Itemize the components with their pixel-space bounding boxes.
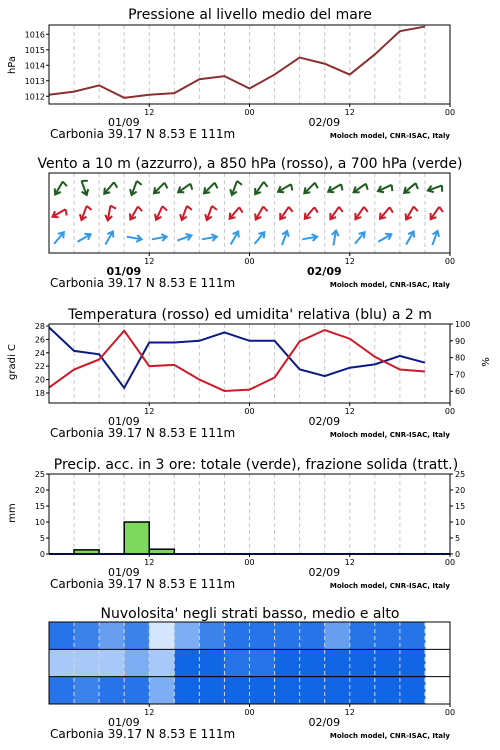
location-label: Carbonia 39.17 N 8.53 E 111m: [50, 727, 236, 741]
wind-barb-feather: [187, 206, 192, 210]
wind-barb-feather: [239, 207, 242, 212]
cloud-cell: [99, 622, 125, 649]
model-credit: Moloch model, CNR-ISAC, Italy: [329, 732, 450, 740]
wind-barb-feather: [289, 207, 293, 212]
pressure-ylabel: hPa: [7, 55, 18, 75]
y-tick-label: 24: [34, 348, 45, 358]
wind-barb: [204, 183, 217, 194]
y-tick-label: 15: [34, 502, 45, 511]
precip-bar: [124, 522, 149, 554]
wind-barb: [404, 183, 418, 193]
temperature-ylabel: gradi C: [7, 344, 18, 380]
wind-barb: [332, 231, 339, 246]
wind-barb: [355, 232, 365, 243]
wind-barb: [230, 207, 243, 218]
cloud-cell: [74, 677, 100, 704]
wind-barb: [54, 232, 64, 243]
temperature-line: [49, 330, 425, 391]
wind-barb-feather: [237, 181, 242, 185]
cloud-cell: [300, 649, 326, 676]
x-tick-label: 12: [144, 708, 155, 717]
wind-barb: [155, 206, 167, 220]
wind-barb: [230, 181, 242, 195]
y-tick-label: 1016: [24, 30, 45, 40]
wind-barb-feather: [110, 206, 116, 209]
pressure-title: Pressione al livello medio del mare: [128, 7, 372, 23]
cloud-cell: [400, 677, 426, 704]
wind-barb: [432, 231, 439, 245]
cloud-cell: [224, 622, 250, 649]
y-tick-label: 10: [455, 518, 466, 527]
x-tick-label: 12: [344, 558, 355, 567]
cloud-cell: [275, 677, 301, 704]
cloud-cell: [325, 677, 351, 704]
wind-barb-feather: [65, 209, 66, 215]
y-tick-label: 25: [34, 470, 45, 479]
humidity-ylabel: %: [481, 357, 492, 367]
wind-barb-feather: [414, 207, 418, 212]
cloud-cell: [124, 649, 150, 676]
wind-barb: [431, 207, 443, 219]
wind-barb: [231, 232, 239, 245]
model-credit: Moloch model, CNR-ISAC, Italy: [329, 281, 450, 289]
cloud-cell: [99, 677, 125, 704]
wind-barb: [55, 182, 67, 195]
cloud-cell: [74, 649, 100, 676]
wind-barb: [378, 185, 392, 192]
wind-barb: [304, 183, 317, 194]
location-label: Carbonia 39.17 N 8.53 E 111m: [50, 426, 236, 440]
wind-barb-feather: [291, 184, 292, 190]
cloud-title: Nuvolosita' negli strati basso, medio e alto: [100, 606, 400, 622]
y-tick-label: 18: [34, 388, 45, 398]
cloud-cell: [224, 649, 250, 676]
wind-barb-feather: [263, 207, 267, 212]
cloud-cell: [250, 649, 276, 676]
y-tick-label: 90: [455, 336, 466, 346]
precip-ylabel: mm: [7, 503, 18, 523]
wind-barb: [202, 234, 217, 241]
wind-barb: [406, 232, 414, 245]
wind-barb-feather: [114, 182, 117, 187]
location-label: Carbonia 39.17 N 8.53 E 111m: [50, 127, 236, 141]
y-tick-label: 0: [455, 550, 461, 559]
wind-barb-feather: [264, 182, 268, 187]
wind-barb-feather: [212, 206, 217, 210]
wind-barb: [180, 206, 192, 220]
wind-barb: [378, 234, 391, 242]
wind-barb: [406, 207, 418, 220]
cloud-cell: [49, 649, 75, 676]
x-tick-label: 12: [144, 407, 155, 416]
wind-barb: [80, 206, 92, 220]
model-credit: Moloch model, CNR-ISAC, Italy: [329, 582, 450, 590]
x-tick-label: 12: [344, 708, 355, 717]
wind-barb-feather: [138, 207, 142, 212]
date-label: 02/09: [308, 116, 341, 129]
cloud-cell: [300, 677, 326, 704]
y-tick-label: 15: [455, 502, 466, 511]
y-tick-label: 22: [34, 362, 45, 372]
wind-title: Vento a 10 m (azzurro), a 850 hPa (rosso), a 700 hPa (verde): [37, 156, 463, 172]
pressure-line: [49, 27, 425, 98]
wind-barb: [282, 231, 289, 245]
cloud-cell: [174, 622, 200, 649]
cloud-cell: [400, 649, 426, 676]
wind-barb-feather: [364, 207, 368, 212]
model-credit: Moloch model, CNR-ISAC, Italy: [329, 431, 450, 439]
wind-barb-feather: [315, 183, 318, 189]
wind-barb: [154, 183, 167, 194]
x-tick-label: 12: [344, 407, 355, 416]
wind-barb: [105, 232, 113, 245]
cloud-cell: [199, 677, 225, 704]
cloud-cell: [49, 677, 75, 704]
location-label: Carbonia 39.17 N 8.53 E 111m: [50, 276, 236, 290]
wind-barb-feather: [416, 183, 418, 189]
humidity-line: [49, 327, 425, 388]
y-tick-label: 80: [455, 353, 466, 363]
cloud-cell: [250, 622, 276, 649]
wind-barb-feather: [137, 181, 142, 185]
cloud-cell: [199, 649, 225, 676]
y-tick-label: 1013: [24, 76, 45, 86]
wind-barb: [105, 206, 116, 221]
x-tick-label: 00: [244, 257, 255, 266]
cloud-cell: [199, 622, 225, 649]
chart-panels: [25, 25, 471, 741]
y-tick-label: 100: [455, 320, 471, 329]
y-tick-label: 5: [39, 534, 45, 543]
date-label: 01/09: [106, 265, 142, 278]
x-tick-label: 00: [244, 407, 255, 416]
wind-barb-feather: [215, 183, 218, 189]
wind-barb: [328, 184, 342, 192]
cloud-cell: [99, 649, 125, 676]
precip-title: Precip. acc. in 3 ore: totale (verde), frazione solida (tratt.): [53, 457, 459, 473]
cloud-cell: [325, 649, 351, 676]
wind-barb: [130, 207, 142, 220]
wind-barb: [205, 206, 217, 220]
y-tick-label: 0: [39, 550, 45, 559]
cloud-cell: [350, 649, 376, 676]
cloud-cell: [49, 622, 75, 649]
x-tick-label: 00: [244, 108, 255, 117]
x-tick-label: 00: [244, 558, 255, 567]
wind-barb: [178, 184, 192, 193]
x-tick-label: 12: [144, 257, 155, 266]
date-label: 02/09: [307, 265, 342, 278]
wind-barb-feather: [439, 207, 443, 212]
date-label: 01/09: [107, 415, 140, 428]
y-tick-label: 20: [34, 375, 45, 385]
wind-barb-feather: [87, 206, 92, 210]
cloud-cell: [400, 622, 426, 649]
cloud-cell: [174, 649, 200, 676]
wind-barb-feather: [339, 207, 343, 212]
panel-frame: [49, 25, 450, 104]
cloud-cell: [124, 677, 150, 704]
wind-barb-feather: [390, 207, 393, 212]
wind-barb: [428, 185, 442, 192]
cloud-cell: [350, 622, 376, 649]
cloud-cell: [149, 677, 175, 704]
cloud-cell: [250, 677, 276, 704]
y-tick-label: 26: [34, 335, 45, 345]
y-tick-label: 20: [455, 486, 466, 495]
cloud-cell: [174, 677, 200, 704]
cloud-cell: [275, 649, 301, 676]
wind-barb: [354, 184, 368, 193]
wind-barb: [255, 182, 267, 194]
cloud-cell: [350, 677, 376, 704]
wind-barb-feather: [162, 206, 167, 210]
wind-barb: [255, 232, 265, 243]
cloud-cell: [224, 677, 250, 704]
wind-barb-feather: [366, 184, 368, 190]
y-tick-label: 10: [34, 518, 45, 527]
wind-barb: [177, 234, 191, 241]
y-tick-label: 5: [455, 534, 461, 543]
y-tick-label: 1014: [24, 61, 45, 71]
wind-barb: [355, 207, 367, 219]
y-tick-label: 1012: [24, 92, 45, 102]
x-tick-label: 00: [444, 407, 456, 416]
date-label: 01/09: [107, 716, 140, 729]
y-tick-label: 20: [34, 486, 45, 495]
y-tick-label: 60: [455, 387, 466, 397]
wind-barb-feather: [314, 207, 317, 212]
x-tick-label: 00: [444, 558, 456, 567]
cloud-cell: [149, 622, 175, 649]
x-tick-label: 00: [444, 108, 456, 117]
wind-barb: [305, 207, 318, 218]
wind-barb: [255, 207, 267, 220]
date-label: 02/09: [308, 415, 341, 428]
wind-barb: [380, 207, 393, 218]
x-tick-label: 12: [144, 558, 155, 567]
wind-barb: [130, 181, 142, 195]
cloud-cell: [375, 677, 401, 704]
model-credit: Moloch model, CNR-ISAC, Italy: [329, 132, 450, 140]
wind-barb: [302, 234, 317, 241]
cloud-cell: [74, 622, 100, 649]
y-tick-label: 25: [455, 470, 466, 479]
cloud-cell: [300, 622, 326, 649]
wind-barb-feather: [165, 183, 168, 189]
wind-barb: [78, 234, 91, 242]
cloud-cell: [124, 622, 150, 649]
wind-barb: [280, 207, 292, 219]
cloud-cell: [149, 649, 175, 676]
x-tick-label: 12: [344, 257, 355, 266]
wind-barb-feather: [63, 182, 67, 187]
wind-barb: [152, 234, 167, 241]
x-tick-label: 00: [244, 708, 255, 717]
wind-barb-feather: [341, 184, 342, 190]
wind-barb: [104, 182, 117, 193]
temperature-title: Temperatura (rosso) ed umidita' relativa (blu) a 2 m: [68, 307, 432, 323]
cloud-cell: [325, 622, 351, 649]
date-label: 02/09: [308, 566, 341, 579]
x-tick-label: 00: [444, 257, 456, 266]
x-tick-label: 12: [144, 108, 155, 117]
x-tick-label: 12: [344, 108, 355, 117]
wind-barb: [330, 207, 342, 219]
y-tick-label: 1015: [24, 45, 45, 55]
panel-frame: [49, 474, 450, 554]
location-label: Carbonia 39.17 N 8.53 E 111m: [50, 577, 236, 591]
wind-barb-feather: [392, 185, 393, 191]
date-label: 01/09: [107, 116, 140, 129]
wind-barb-feather: [190, 184, 192, 190]
cloud-cell: [375, 622, 401, 649]
x-tick-label: 00: [444, 708, 456, 717]
y-tick-label: 28: [34, 322, 45, 332]
date-label: 02/09: [308, 716, 341, 729]
y-tick-label: 70: [455, 370, 466, 380]
cloud-cell: [275, 622, 301, 649]
wind-barb: [278, 184, 292, 192]
cloud-cell: [375, 649, 401, 676]
wind-barb: [81, 181, 88, 195]
date-label: 01/09: [107, 566, 140, 579]
wind-barb: [53, 209, 67, 217]
wind-barb: [127, 235, 142, 242]
